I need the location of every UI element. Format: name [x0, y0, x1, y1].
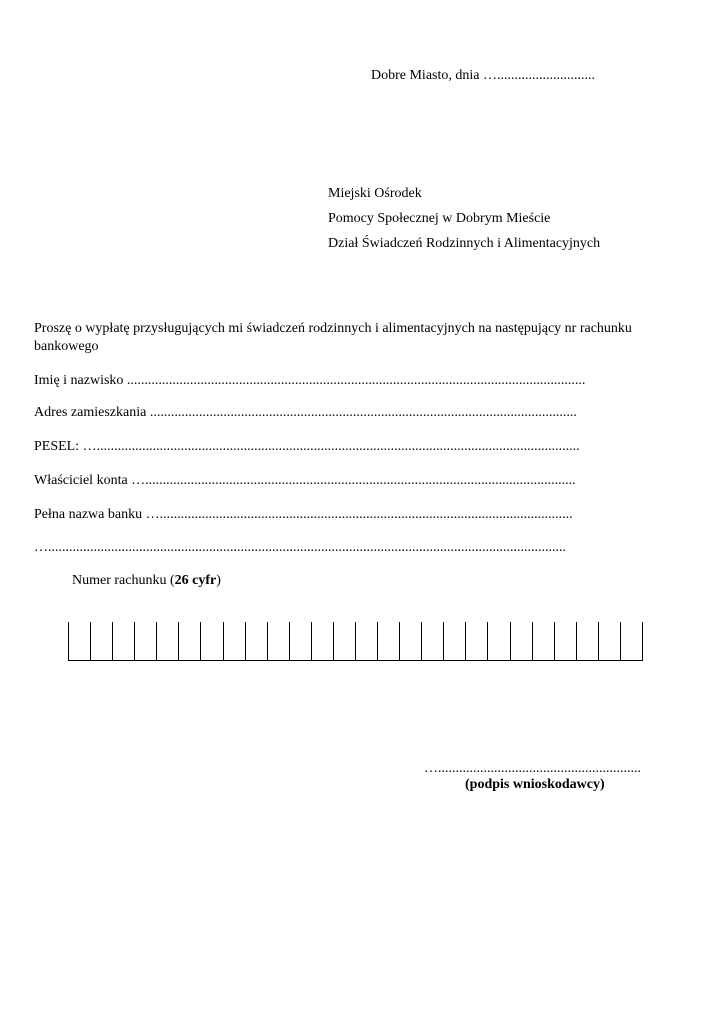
account-digit-box[interactable]: [355, 622, 377, 660]
account-digit-box[interactable]: [289, 622, 311, 660]
account-digit-box[interactable]: [178, 622, 200, 660]
account-digit-box[interactable]: [112, 622, 134, 660]
account-digit-box[interactable]: [598, 622, 620, 660]
account-digit-box[interactable]: [576, 622, 598, 660]
account-label-digits: 26 cyfr: [174, 573, 217, 588]
account-digit-box[interactable]: [487, 622, 509, 660]
account-digit-box[interactable]: [223, 622, 245, 660]
account-label-suffix: ): [216, 573, 221, 588]
account-digit-box[interactable]: [200, 622, 222, 660]
account-digit-box[interactable]: [377, 622, 399, 660]
date-line: Dobre Miasto, dnia …............................: [371, 68, 595, 83]
recipient-line-1: Miejski Ośrodek: [328, 186, 422, 201]
signature-line[interactable]: …..........................................................: [424, 761, 641, 776]
account-digit-box[interactable]: [443, 622, 465, 660]
recipient-line-3: Dział Świadczeń Rodzinnych i Alimentacyjnych: [328, 236, 601, 251]
account-number-label: [72, 573, 221, 589]
account-digit-box[interactable]: [510, 622, 532, 660]
account-digit-box[interactable]: [333, 622, 355, 660]
account-digit-box[interactable]: [532, 622, 554, 660]
account-digit-box[interactable]: [68, 622, 90, 660]
pesel-field[interactable]: PESEL: …..........................................................................................................................................: [34, 439, 580, 454]
recipient-line-2: Pomocy Społecznej w Dobrym Mieście: [328, 211, 551, 226]
name-field[interactable]: Imię i nazwisko ...................................................................................................................................: [34, 373, 586, 388]
bank-name-field[interactable]: Pełna nazwa banku …......................................................................................................................: [34, 507, 573, 522]
account-number-boxes: [68, 622, 643, 661]
request-text: Proszę o wypłatę przysługujących mi świadczeń rodzinnych i alimentacyjnych na następujący nr rachunku bankowego: [34, 321, 632, 354]
account-digit-box[interactable]: [311, 622, 333, 660]
account-label-prefix: Numer rachunku (: [72, 573, 175, 588]
account-digit-box[interactable]: [245, 622, 267, 660]
account-digit-box[interactable]: [421, 622, 443, 660]
account-digit-box[interactable]: [134, 622, 156, 660]
account-digit-box[interactable]: [554, 622, 576, 660]
address-field[interactable]: Adres zamieszkania ..........................................................................................................................: [34, 405, 577, 420]
account-digit-box[interactable]: [399, 622, 421, 660]
signature-label: (podpis wnioskodawcy): [465, 777, 605, 792]
account-digit-box[interactable]: [90, 622, 112, 660]
account-owner-field[interactable]: Właściciel konta …...........................................................................................................................: [34, 473, 576, 488]
account-digit-box[interactable]: [156, 622, 178, 660]
account-digit-box[interactable]: [267, 622, 289, 660]
account-digit-box[interactable]: [465, 622, 487, 660]
bank-name-continuation-field[interactable]: …....................................................................................................................................................: [34, 540, 566, 555]
account-digit-box[interactable]: [620, 622, 643, 660]
